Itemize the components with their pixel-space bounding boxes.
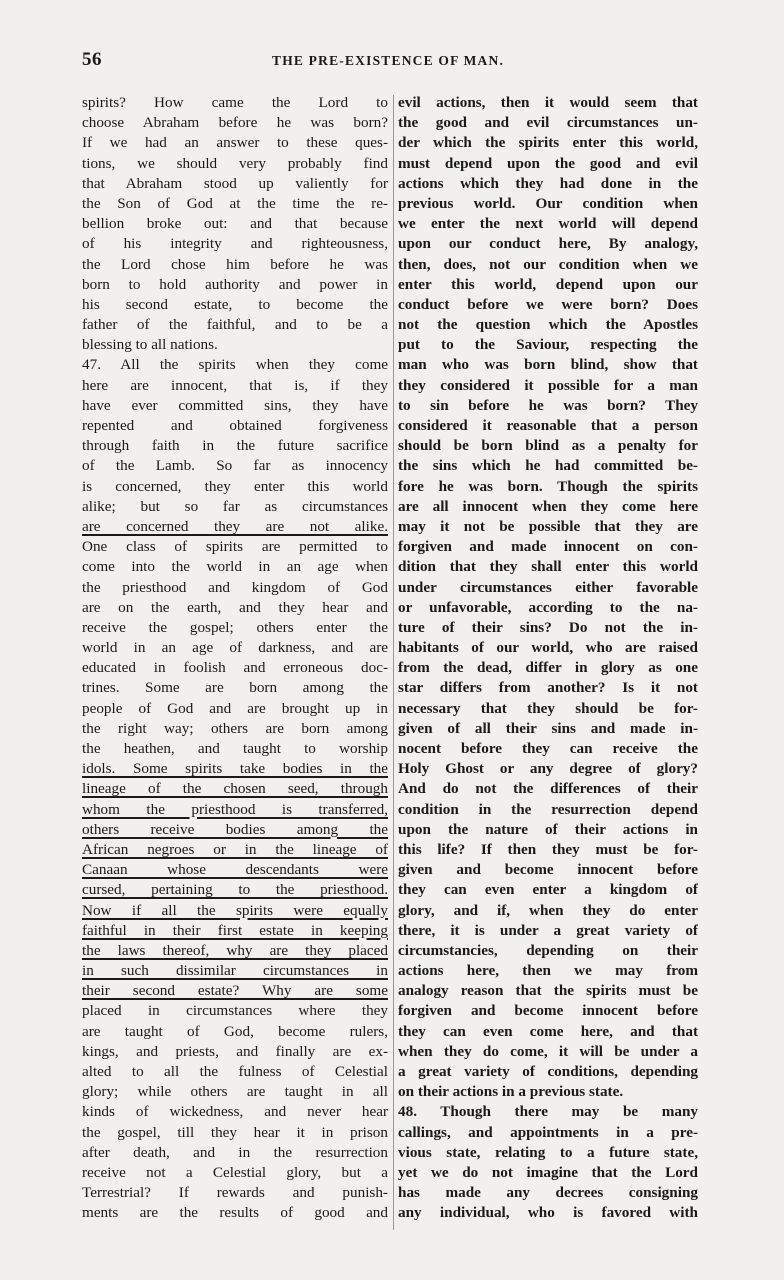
- left-column-line: the Lord chose him before he was: [82, 255, 388, 273]
- left-column-line: choose Abraham before he was born?: [82, 114, 388, 132]
- left-column-line: 47. All the spirits when they come: [82, 356, 388, 374]
- right-column-line: must depend upon the good and evil: [398, 154, 698, 172]
- right-column-line: 48. Though there may be many: [398, 1103, 698, 1121]
- left-column-line: receive not a Celestial glory, but a: [82, 1163, 388, 1181]
- left-column-line: bellion broke out: and that because: [82, 215, 388, 233]
- left-column-line: the gospel, till they hear it in prison: [82, 1123, 388, 1141]
- right-column-line: has made any decrees consigning: [398, 1184, 698, 1202]
- left-column-line: people of God and are brought up in: [82, 699, 388, 717]
- right-column-line: from the dead, differ in glory as one: [398, 659, 698, 677]
- left-column-line: that Abraham stood up valiently for: [82, 174, 388, 192]
- left-column-line: spirits? How came the Lord to: [82, 94, 388, 111]
- left-column-line: have ever committed sins, they have: [82, 396, 388, 414]
- left-column-line: Canaan whose descendants were: [82, 861, 388, 879]
- right-column-line: yet we do not imagine that the Lord: [398, 1163, 698, 1181]
- right-column-line: fore he was born. Though the spirits: [398, 477, 698, 495]
- right-column-line: habitants of our world, who are raised: [398, 639, 698, 657]
- right-column-line: man who was born blind, show that: [398, 356, 698, 374]
- left-column-line: the Son of God at the time the re-: [82, 194, 388, 212]
- left-column-line: tions, we should very probably find: [82, 154, 388, 172]
- right-column-line: der which the spirits enter this world,: [398, 134, 698, 152]
- left-column-line: the laws thereof, why are they placed: [82, 941, 388, 959]
- left-column-line: lineage of the chosen seed, through: [82, 780, 388, 798]
- left-column-line: are taught of God, become rulers,: [82, 1022, 388, 1040]
- left-column-line: are on the earth, and they hear and: [82, 598, 388, 616]
- left-column-line: ments are the results of good and: [82, 1204, 388, 1222]
- right-column-line: there, it is under a great variety of: [398, 921, 698, 939]
- right-column-line: previous world. Our condition when: [398, 194, 698, 212]
- right-column-line: upon our conduct here, By analogy,: [398, 235, 698, 253]
- left-column-line: faithful in their first estate in keeping: [82, 921, 388, 939]
- right-column-line: any individual, who is favored with: [398, 1204, 698, 1222]
- right-column-line: we enter the next world will depend: [398, 215, 698, 233]
- right-column-line: when they do come, it will be under a: [398, 1042, 698, 1060]
- left-column-line: his second estate, to become the: [82, 295, 388, 313]
- left-column-line: alike; but so far as circumstances: [82, 497, 388, 515]
- left-column-line: glory; while others are taught in all: [82, 1083, 388, 1101]
- right-column-line: ture of their sins? Do not the in-: [398, 618, 698, 636]
- right-column-line: evil actions, then it would seem that: [398, 94, 698, 111]
- right-column-line: to sin before he was born? They: [398, 396, 698, 414]
- right-column-line: And do not the differences of their: [398, 780, 698, 798]
- right-column-line: they can even enter a kingdom of: [398, 881, 698, 899]
- right-column-line: forgiven and become innocent before: [398, 1002, 698, 1020]
- right-column-line: Holy Ghost or any degree of glory?: [398, 760, 698, 778]
- right-column-line: they can even come here, and that: [398, 1022, 698, 1040]
- left-column-line: of the Lamb. So far as innocency: [82, 457, 388, 475]
- right-column-line: given and become innocent before: [398, 861, 698, 879]
- left-column-line: world in an age of darkness, and are: [82, 639, 388, 657]
- running-title: THE PRE-EXISTENCE OF MAN.: [272, 53, 505, 68]
- right-text-column: [398, 93, 698, 1224]
- left-text-column: [82, 93, 388, 1224]
- right-column-line: analogy reason that the spirits must be: [398, 982, 698, 1000]
- right-column-line: dition that they shall enter this world: [398, 558, 698, 576]
- right-column-line: glory, and if, when they do enter: [398, 901, 698, 919]
- left-column-line: If we had an answer to these ques-: [82, 134, 388, 152]
- right-column-line: on their actions in a previous state.: [398, 1083, 624, 1101]
- left-column-line: others receive bodies among the: [82, 820, 388, 838]
- right-column-line: are all innocent when they come here: [398, 497, 698, 515]
- right-column-line: callings, and appointments in a pre-: [398, 1123, 698, 1141]
- right-column-line: actions here, then we may from: [398, 962, 698, 980]
- right-column-line: circumstancies, depending on their: [398, 941, 698, 959]
- right-column-line: enter this world, depend upon our: [398, 275, 698, 293]
- right-column-line: a great variety of conditions, depending: [398, 1063, 698, 1080]
- right-column-line: conduct before we were born? Does: [398, 295, 698, 313]
- left-column-line: African negroes or in the lineage of: [82, 840, 388, 858]
- right-column-line: may it not be possible that they are: [398, 517, 698, 535]
- right-column-line: vious state, relating to a future state,: [398, 1143, 698, 1161]
- left-column-line: born to hold authority and power in: [82, 275, 388, 293]
- right-column-line: upon the nature of their actions in: [398, 820, 698, 838]
- right-column-line: condition in the resurrection depend: [398, 800, 698, 818]
- left-column-line: idols. Some spirits take bodies in the: [82, 760, 388, 778]
- right-column-line: then, does, not our condition when we: [398, 255, 698, 273]
- right-column-line: or unfavorable, according to the na-: [398, 598, 698, 616]
- right-column-line: actions which they had done in the: [398, 174, 698, 192]
- left-column-line: kinds of wickedness, and never hear: [82, 1103, 388, 1121]
- right-column-line: the sins which he had committed be-: [398, 457, 698, 475]
- right-column-line: nocent before they can receive the: [398, 740, 698, 757]
- left-column-line: through faith in the future sacrifice: [82, 437, 388, 455]
- left-column-line: their second estate? Why are some: [82, 982, 388, 1000]
- left-column-line: trines. Some are born among the: [82, 679, 388, 697]
- left-column-line: blessing to all nations.: [82, 336, 218, 354]
- page-number: 56: [82, 49, 102, 70]
- right-column-line: considered it reasonable that a person: [398, 417, 698, 434]
- left-column-line: here are innocent, that is, if they: [82, 376, 388, 394]
- right-column-line: this life? If then they must be for-: [398, 840, 698, 858]
- left-column-line: after death, and in the resurrection: [82, 1143, 388, 1161]
- left-column-line: Terrestrial? If rewards and punish-: [82, 1184, 388, 1202]
- left-column-line: come into the world in an age when: [82, 558, 388, 576]
- right-column-line: put to the Saviour, respecting the: [398, 336, 698, 354]
- left-column-line: One class of spirits are permitted to: [82, 538, 388, 556]
- left-column-line: the priesthood and kingdom of God: [82, 578, 388, 596]
- right-column-line: should be born blind as a penalty for: [398, 437, 698, 455]
- left-column-line: the right way; others are born among: [82, 719, 388, 737]
- left-column-line: of his integrity and righteousness,: [82, 235, 388, 253]
- left-column-line: educated in foolish and erroneous doc-: [82, 659, 388, 677]
- right-column-line: the good and evil circumstances un-: [398, 114, 698, 132]
- left-column-line: receive the gospel; others enter the: [82, 618, 388, 636]
- left-column-line: placed in circumstances where they: [82, 1002, 388, 1020]
- right-column-line: given of all their sins and made in-: [398, 719, 698, 737]
- left-column-line: Now if all the spirits were equally: [82, 901, 388, 919]
- left-column-line: the heathen, and taught to worship: [82, 740, 388, 757]
- right-column-line: forgiven and made innocent on con-: [398, 538, 698, 556]
- left-column-line: father of the faithful, and to be a: [82, 316, 388, 334]
- page-header: [82, 49, 702, 73]
- right-column-line: they considered it possible for a man: [398, 376, 698, 394]
- right-column-line: necessary that they should be for-: [398, 699, 698, 717]
- left-column-line: whom the priesthood is transferred,: [82, 800, 388, 818]
- left-column-line: is concerned, they enter this world: [82, 477, 388, 495]
- column-divider: [393, 95, 394, 1230]
- left-column-line: alted to all the fulness of Celestial: [82, 1063, 388, 1080]
- left-column-line: repented and obtained forgiveness: [82, 417, 388, 434]
- left-column-line: cursed, pertaining to the priesthood.: [82, 881, 388, 899]
- right-column-line: star differs from another? Is it not: [398, 679, 698, 697]
- left-column-line: kings, and priests, and finally are ex-: [82, 1042, 388, 1060]
- right-column-line: not the question which the Apostles: [398, 316, 698, 334]
- right-column-line: under circumstances either favorable: [398, 578, 698, 596]
- left-column-line: are concerned they are not alike.: [82, 517, 388, 535]
- left-column-line: in such dissimilar circumstances in: [82, 962, 388, 980]
